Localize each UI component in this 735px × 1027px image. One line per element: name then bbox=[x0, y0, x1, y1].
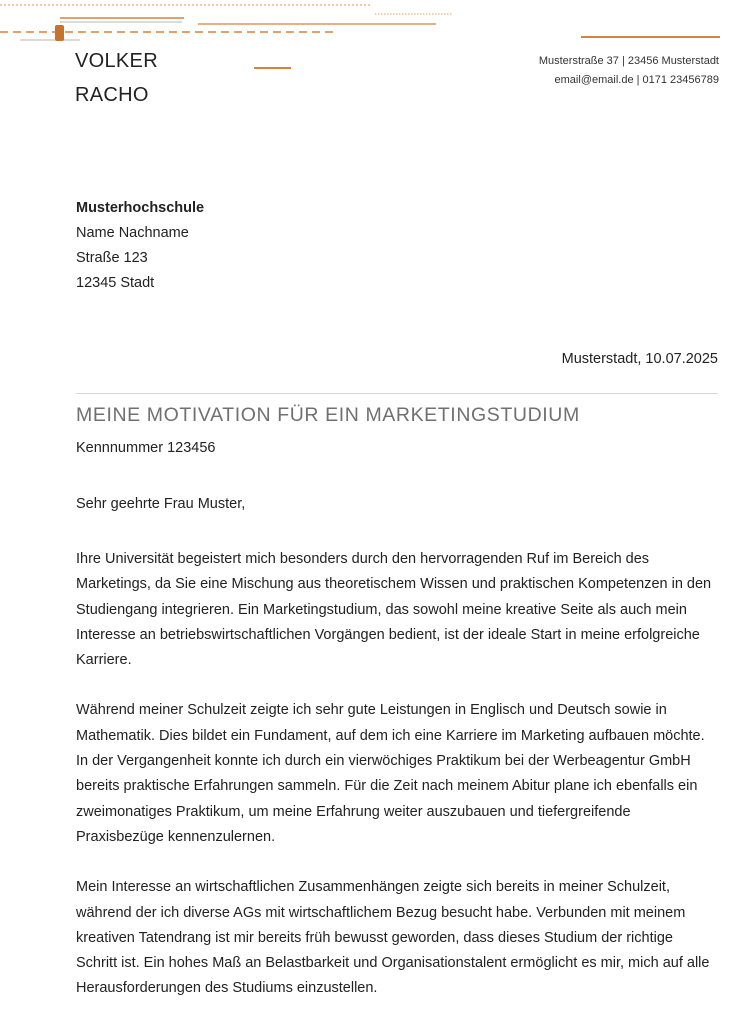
salutation: Sehr geehrte Frau Muster, bbox=[76, 496, 246, 512]
recipient-name: Name Nachname bbox=[76, 225, 189, 241]
letter-subject: MEINE MOTIVATION FÜR EIN MARKETINGSTUDIUM bbox=[76, 404, 580, 426]
letter-date: Musterstadt, 10.07.2025 bbox=[561, 351, 718, 367]
letter-body bbox=[76, 547, 718, 1027]
recipient-address bbox=[76, 196, 204, 296]
sender-last-name: RACHO bbox=[75, 84, 149, 106]
sender-address: Musterstraße 37 | 23456 Musterstadt bbox=[538, 55, 719, 67]
recipient-organization: Musterhochschule bbox=[76, 200, 205, 216]
recipient-city: 12345 Stadt bbox=[76, 275, 155, 291]
sender-name bbox=[75, 44, 158, 112]
body-paragraph: Mein Interesse an wirtschaftlichen Zusammenhängen zeigte sich bereits in meiner Schulzeit, während der ich diverse AGs mit wirtschaftlichem Bezug besucht habe. Verbunden mit meinem kreativen Tatendrang ist mir bereits früh bewusst geworden, dass dieses Studium der richtige Schritt ist. Ein hohes Maß an Belastbarkeit und Organisationstalent ermöglicht es mir, mich auf alle Herausforderungen des Studiums einzustellen. bbox=[76, 879, 710, 997]
subject-divider bbox=[76, 393, 718, 394]
reference-number: Kennnummer 123456 bbox=[76, 440, 216, 456]
sender-first-name: VOLKER bbox=[75, 50, 158, 72]
sender-contact bbox=[539, 52, 719, 90]
body-paragraph: Ihre Universität begeistert mich besonders durch den hervorragenden Ruf im Bereich des Marketings, da Sie eine Mischung aus theoretischem Wissen und praktischen Kompetenzen in den Studiengang integrieren. Ein Marketingstudium, das sowohl meine kreative Seite als auch mein Interesse an betriebswirtschaftlichen Vorgängen bedient, ist der ideale Start in meine erfolgreiche Karriere. bbox=[76, 551, 712, 669]
sender-contact-line: email@email.de | 0171 23456789 bbox=[554, 74, 719, 86]
recipient-street: Straße 123 bbox=[76, 250, 148, 266]
body-paragraph: Während meiner Schulzeit zeigte ich sehr gute Leistungen in Englisch und Deutsch sowie in Mathematik. Dies bildet ein Fundament, auf dem ich eine Karriere im Marketing aufbauen möchte. In der Vergangenheit konnte ich durch ein vierwöchiges Praktikum bei der Werbeagentur GmbH bereits praktische Erfahrungen sammeln. Für die Zeit nach meinem Abitur plane ich ebenfalls ein zweimonatiges Praktikum, um meine Erfahrung weiter auszubauen und tiefergreifende Praxisbezüge kennenzulernen. bbox=[76, 702, 705, 845]
